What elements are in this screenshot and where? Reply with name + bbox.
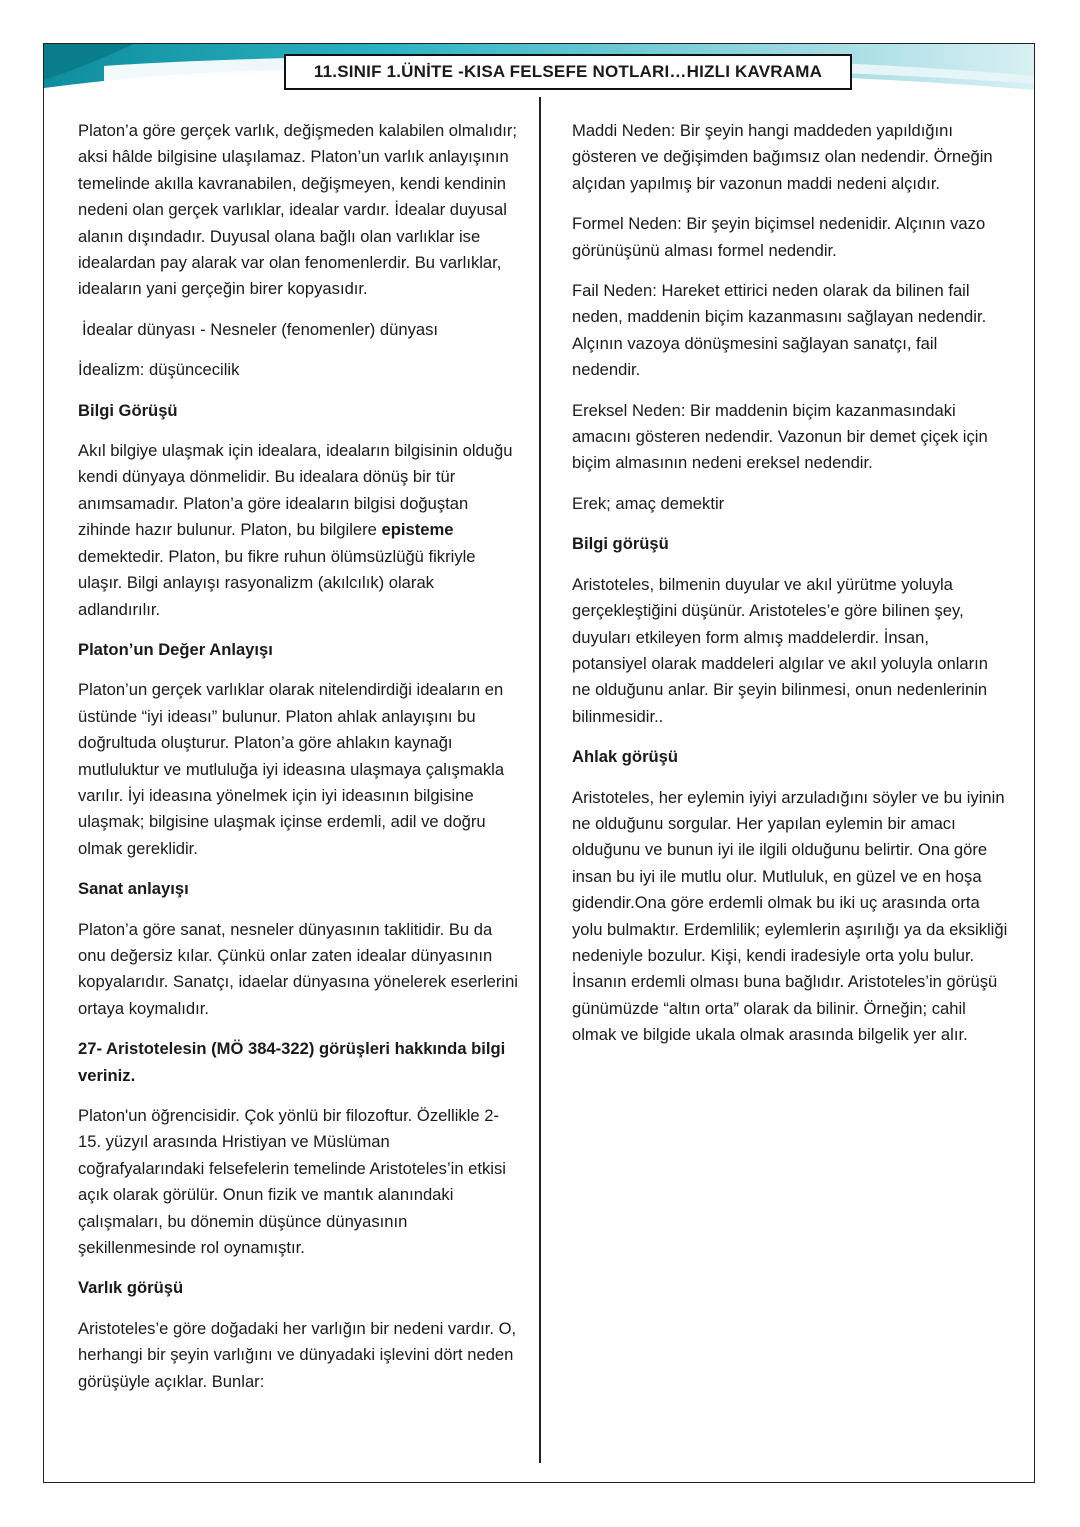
paragraph-fail-neden: Fail Neden: Hareket ettirici neden olarak da bilinen fail neden, maddenin biçim kazanmasını sağlayan nedendir. Alçının vazoya dönüşmesini sağlayan sanatçı, fail nedendir. [572, 281, 987, 380]
paragraph-idealar-dunyasi: İdealar dünyası - Nesneler (fenomenler) dünyası [82, 319, 439, 339]
column-divider [539, 97, 541, 1463]
paragraph-maddi-neden: Maddi Neden: Bir şeyin hangi maddeden yapıldığını gösteren ve değişimden bağımsız olan nedendir. Örneğin alçıdan yapılmış bir vazonun maddi nedeni alçıdır. [572, 121, 993, 193]
left-column [78, 118, 518, 1409]
heading-deger-anlayisi: Platon’un Değer Anlayışı [78, 639, 273, 659]
paragraph-idealizm: İdealizm: düşüncecilik [78, 360, 240, 380]
heading-bilgi-gorusu-aristoteles: Bilgi görüşü [572, 534, 669, 554]
paragraph-platon-varlik: Platon’a göre gerçek varlık, değişmeden kalabilen olmalıdır; aksi hâlde bilgisine ulaşılamaz. Platon’un varlık anlayışının temelinde akılla kavranabilen, değişmeyen, kendi kendinin nedeni olan gerçek varlıklar, idealar vardır. İdealar duyusal alanın dışındadır. Duyusal olana bağlı olan varlıklar ise idealardan pay alarak var olan fenomenlerdir. Bu varlıklar, ideaların yani gerçeğin birer kopyasıdır. [78, 121, 518, 299]
paragraph-bilgi-gorusu-aristoteles: Aristoteles, bilmenin duyular ve akıl yürütme yoluyla gerçekleştiğini düşünür. Aristoteles’e göre bilinen şey, duyuları etkileyen form almış maddelerdir. İnsan, potansiyel olarak maddeleri algılar ve akıl yoluyla onların ne olduğunu anlar. Bir şeyin bilinmesi, onun nedenlerinin bilinmesidir.. [572, 574, 988, 726]
heading-sanat-anlayisi: Sanat anlayışı [78, 879, 189, 899]
paragraph-deger-anlayisi: Platon’un gerçek varlıklar olarak nitelendirdiği ideaların en üstünde “iyi ideası” bulunur. Platon ahlak anlayışını bu doğrultuda oluşturur. Platon’a göre ahlakın kaynağı mutluluktur ve mutluluğa iyi ideasına ulaşmaya çalışmakla varılır. İyi ideasına yönelmek için iyi ideasının bilgisine ulaşmak; bilgisine ulaşmak içinse erdemli, adil ve doğru olmak gereklidir. [78, 680, 505, 858]
heading-ahlak-gorusu: Ahlak görüşü [572, 747, 679, 767]
paragraph-bilgi-gorusu [78, 438, 518, 623]
paragraph-aristoteles-intro: Platon'un öğrencisidir. Çok yönlü bir filozoftur. Özellikle 2-15. yüzyıl arasında Hristiyan ve Müslüman coğrafyalarındaki felsefelerin temelinde Aristoteles’in etkisi açık olarak görülür. Onun fizik ve mantık alanındaki çalışmaları, bu dönemin düşünce dünyasının şekillenmesinde rol oynamıştır. [78, 1106, 506, 1258]
heading-varlik-gorusu: Varlık görüşü [78, 1278, 184, 1298]
bilgi-text-a: Akıl bilgiye ulaşmak için idealara, ideaların bilgisinin olduğu kendi dünyaya dönmelidir. Bu idealara dönüş bir tür anımsamadır. Platon’a göre ideaların bilgisi doğuştan zihinde hazır bulunur. Platon, bu bilgilere [78, 441, 513, 540]
paragraph-ahlak-gorusu: Aristoteles, her eylemin iyiyi arzuladığını söyler ve bu iyinin ne olduğunu sorgular. Her yapılan eylemin bir amacı olduğunu ve bunun iyi ile ilgili olduğunu belirtir. Ona göre insan bu iyi ile mutlu olur. Mutluluk, en güzel ve en hoşa gidendir.Ona göre erdemli olmak bu iki uç arasında orta yolu bulmaktır. Erdemlilik; eylemlerin aşırılığı ya da eksikliği nedeniyle bozulur. Kişi, kendi iradesiyle orta yolu bulur. İnsanın erdemli olması buna bağlıdır. Aristoteles’in görüşü günümüzde “altın orta” olarak da bilinir. Örneğin; cahil olmak ve bilgide ukala olmak arasında bilgelik yer alır. [572, 787, 1008, 1045]
paragraph-ereksel-neden: Ereksel Neden: Bir maddenin biçim kazanmasındaki amacını gösteren nedendir. Vazonun bir demet çiçek için biçim almasının nedeni ereksel nedendir. [572, 400, 988, 473]
bilgi-text-b: demektedir. Platon, bu fikre ruhun ölümsüzlüğü fikriyle ulaşır. Bilgi anlayışı rasyonalizm (akılcılık) olarak adlandırılır. [78, 546, 476, 619]
page-title [284, 54, 852, 90]
page-title-text: 11.SINIF 1.ÜNİTE -KISA FELSEFE NOTLARI…HIZLI KAVRAMA [313, 62, 823, 81]
paragraph-erek: Erek; amaç demektir [572, 493, 725, 513]
paragraph-sanat-anlayisi: Platon’a göre sanat, nesneler dünyasının taklitidir. Bu da onu değersiz kılar. Çünkü onlar zaten idealar dünyasının kopyalarıdır. Sanatçı, idaelar dünyasına yönelerek eserlerini ortaya koymalıdır. [78, 919, 518, 1018]
paragraph-varlik-gorusu: Aristoteles’e göre doğadaki her varlığın bir nedeni vardır. O, herhangi bir şeyin varlığını ve dünyadaki işlevini dört neden görüşüyle açıklar. Bunlar: [78, 1318, 517, 1391]
paragraph-formel-neden: Formel Neden: Bir şeyin biçimsel nedenidir. Alçının vazo görünüşünü alması formel nedendir. [572, 214, 986, 260]
heading-bilgi-gorusu: Bilgi Görüşü [78, 400, 178, 420]
right-column [572, 118, 1008, 1063]
episteme-term: episteme [381, 520, 454, 540]
heading-question-27: 27- Aristotelesin (MÖ 384-322) görüşleri hakkında bilgi veriniz. [78, 1039, 506, 1085]
